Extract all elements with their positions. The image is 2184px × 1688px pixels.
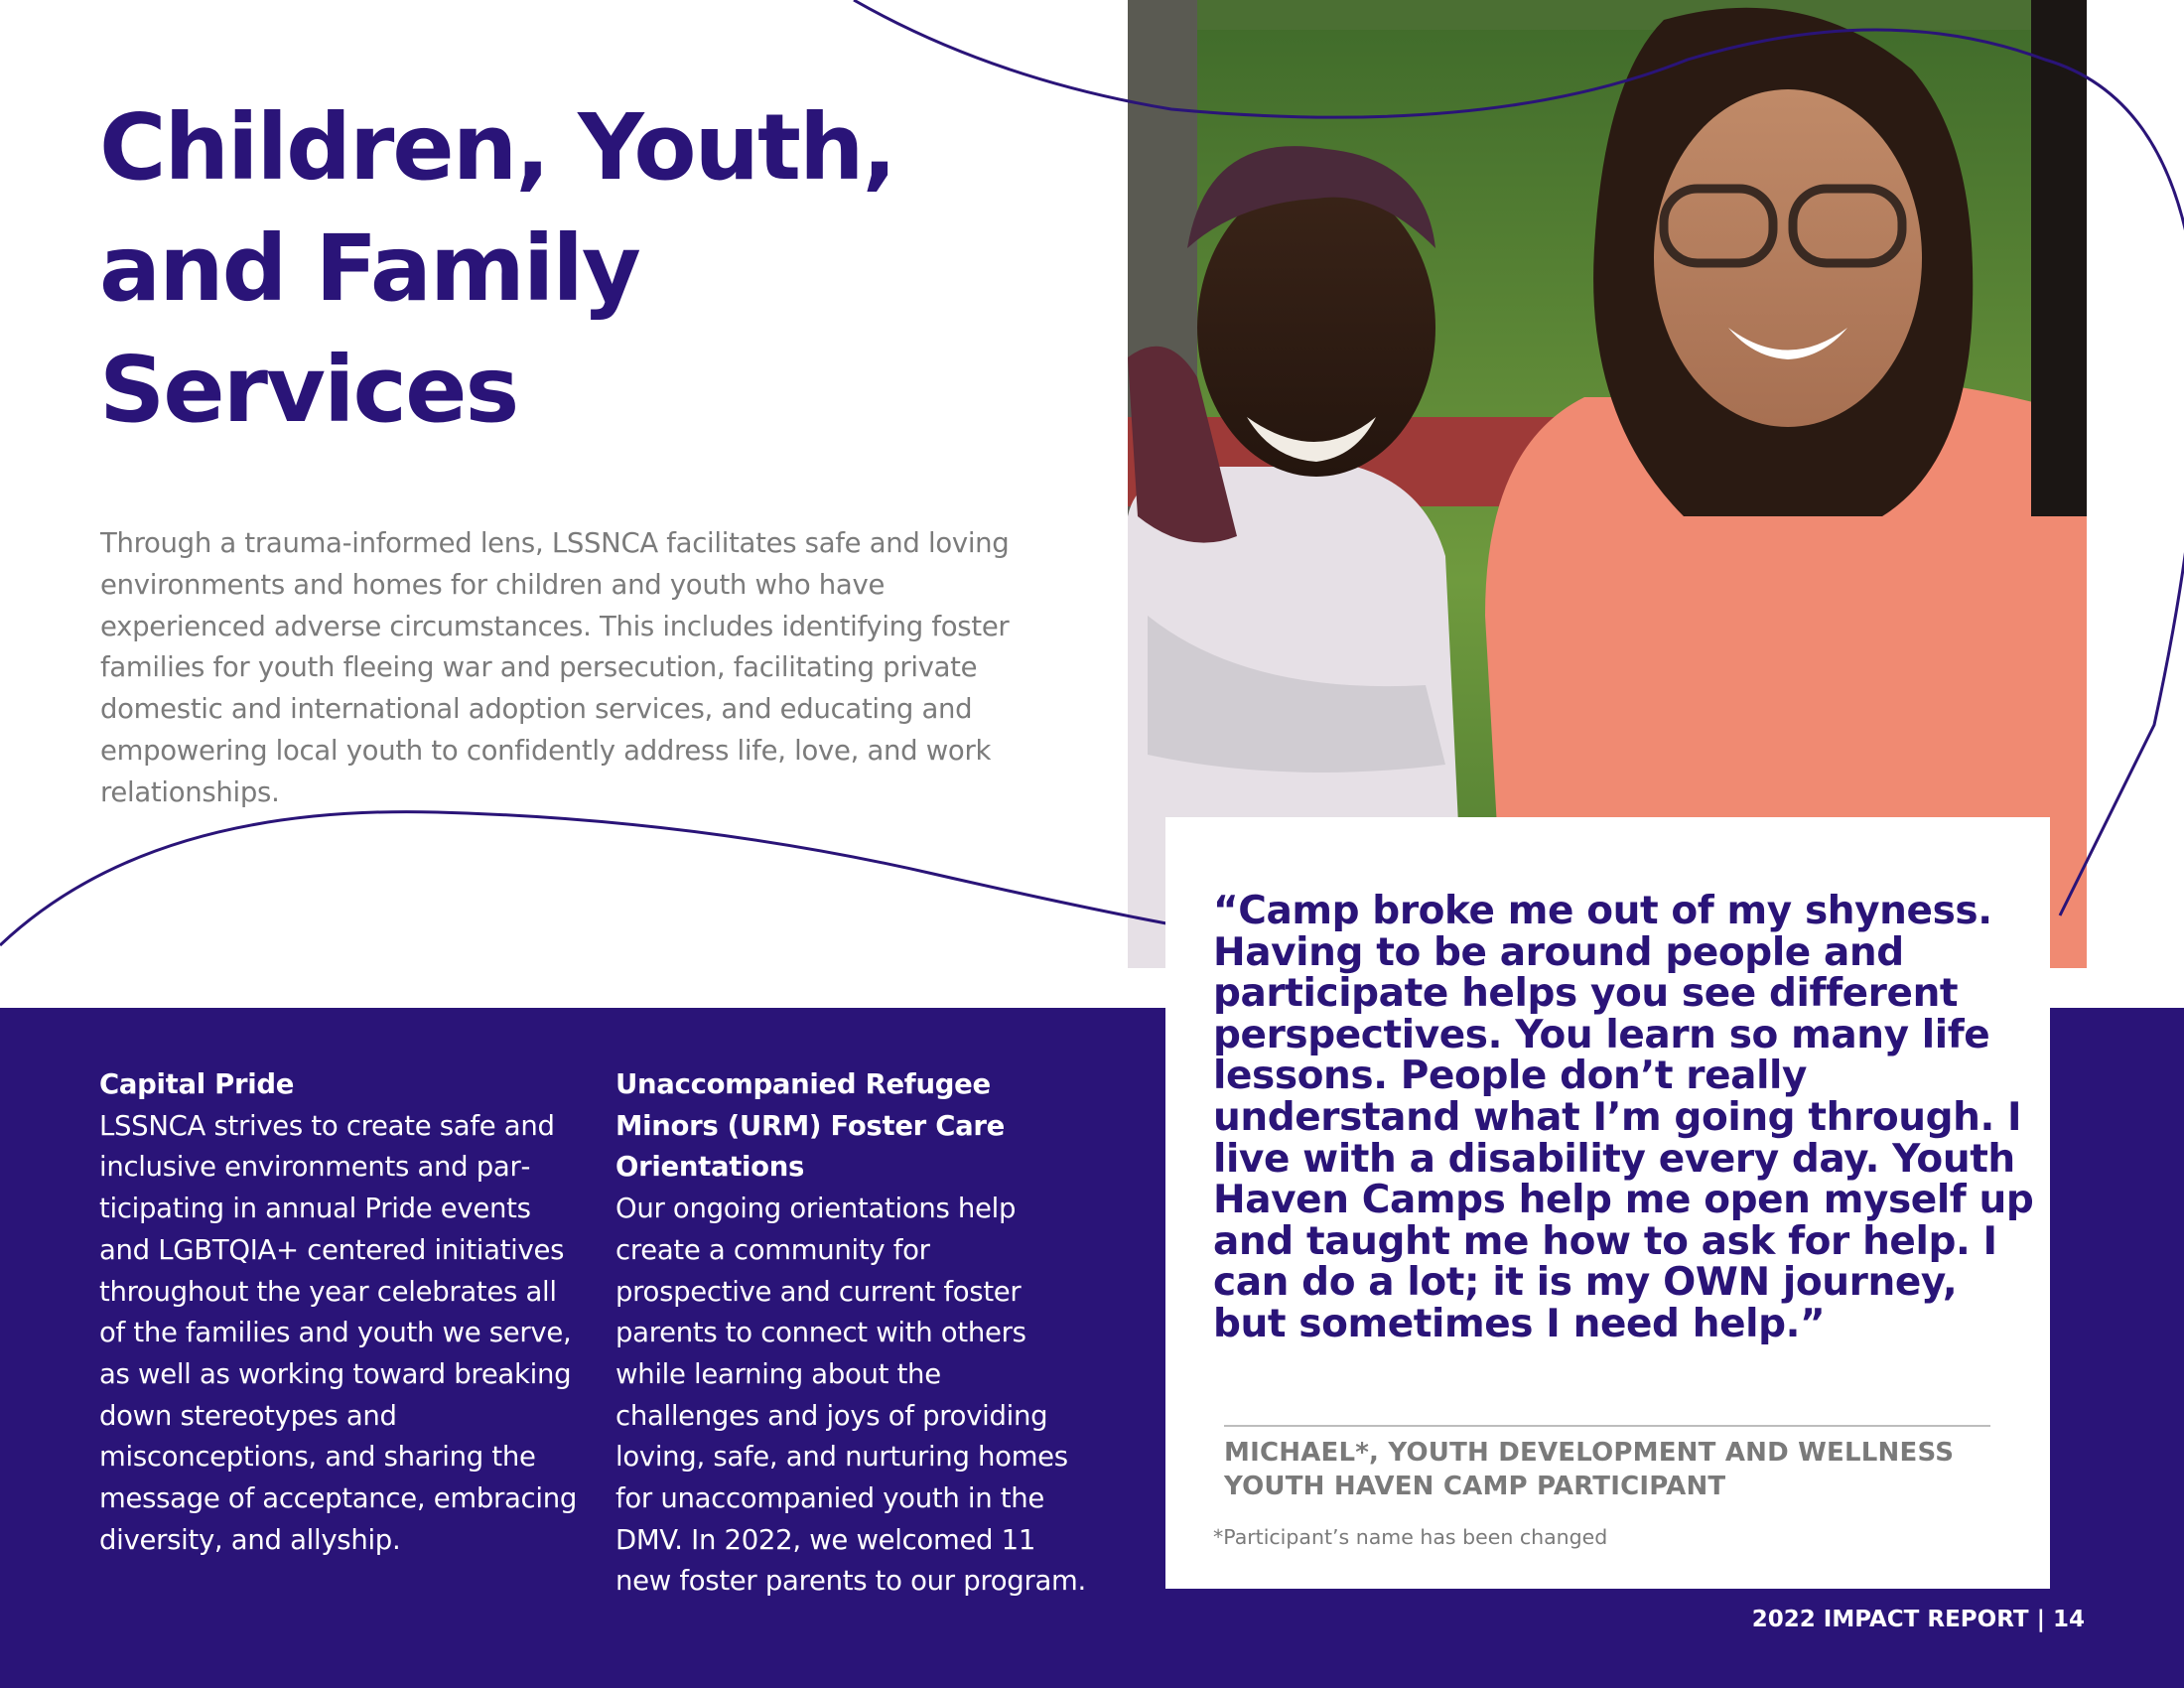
capital-pride-heading: Capital Pride [99, 1068, 295, 1100]
divider [1224, 1425, 1990, 1427]
page-title [99, 87, 1092, 451]
capital-pride-body: LSSNCA strives to create safe and inclusive environments and participating in annual Pride events and LGBTQIA+ centered initiatives throughout the year celebrates all of the families and youth we serve, as well as working toward breaking down stereotypes and misconceptions, and sharing the message of acceptance, embracing diversity, and allyship. [99, 1109, 577, 1556]
capital-pride-section [99, 1064, 586, 1561]
quote-attribution [1224, 1436, 1998, 1503]
attribution-line: YOUTH HAVEN CAMP PARTICIPANT [1224, 1472, 1726, 1501]
urm-heading: Unaccompanied Refugee Minors (URM) Foster Care Orientations [615, 1068, 1005, 1184]
attribution-line: MICHAEL*, YOUTH DEVELOPMENT AND WELLNESS [1224, 1438, 1955, 1468]
page-footer: 2022 IMPACT REPORT | 14 [1751, 1607, 2085, 1632]
urm-section [615, 1064, 1092, 1603]
name-change-note: *Participant’s name has been changed [1213, 1525, 1608, 1549]
page-title-line: Children, Youth, [99, 94, 895, 201]
testimonial-quote: “Camp broke me out of my shyness. Having to be around people and participate helps you see different perspectives. You learn so many life lessons. People don’t really understand what I’m going through. I live with a disability every day. Youth Haven Camps help me open myself up and taught me how to ask for help. I can do a lot; it is my OWN journey, but sometimes I need help.” [1213, 889, 2034, 1346]
page-title-line: Services [99, 337, 518, 443]
quote-card [1165, 817, 2050, 1589]
page-title-line: and Family [99, 215, 639, 322]
intro-paragraph: Through a trauma-informed lens, LSSNCA facilitates safe and loving environments and homes for children and youth who have experienced adverse circumstances. This includes identifying foster families for youth fleeing war and persecution, facilitating private domestic and international adoption services, and educating and empowering local youth to confidently address life, love, and work relationships. [100, 527, 1010, 808]
urm-body: Our ongoing orientations help create a community for prospective and current foster parents to connect with others while learning about the challenges and joys of providing loving, safe, and nurturing homes for unaccompanied youth in the DMV. In 2022, we welcomed 11 new foster parents to our program. [615, 1193, 1086, 1598]
